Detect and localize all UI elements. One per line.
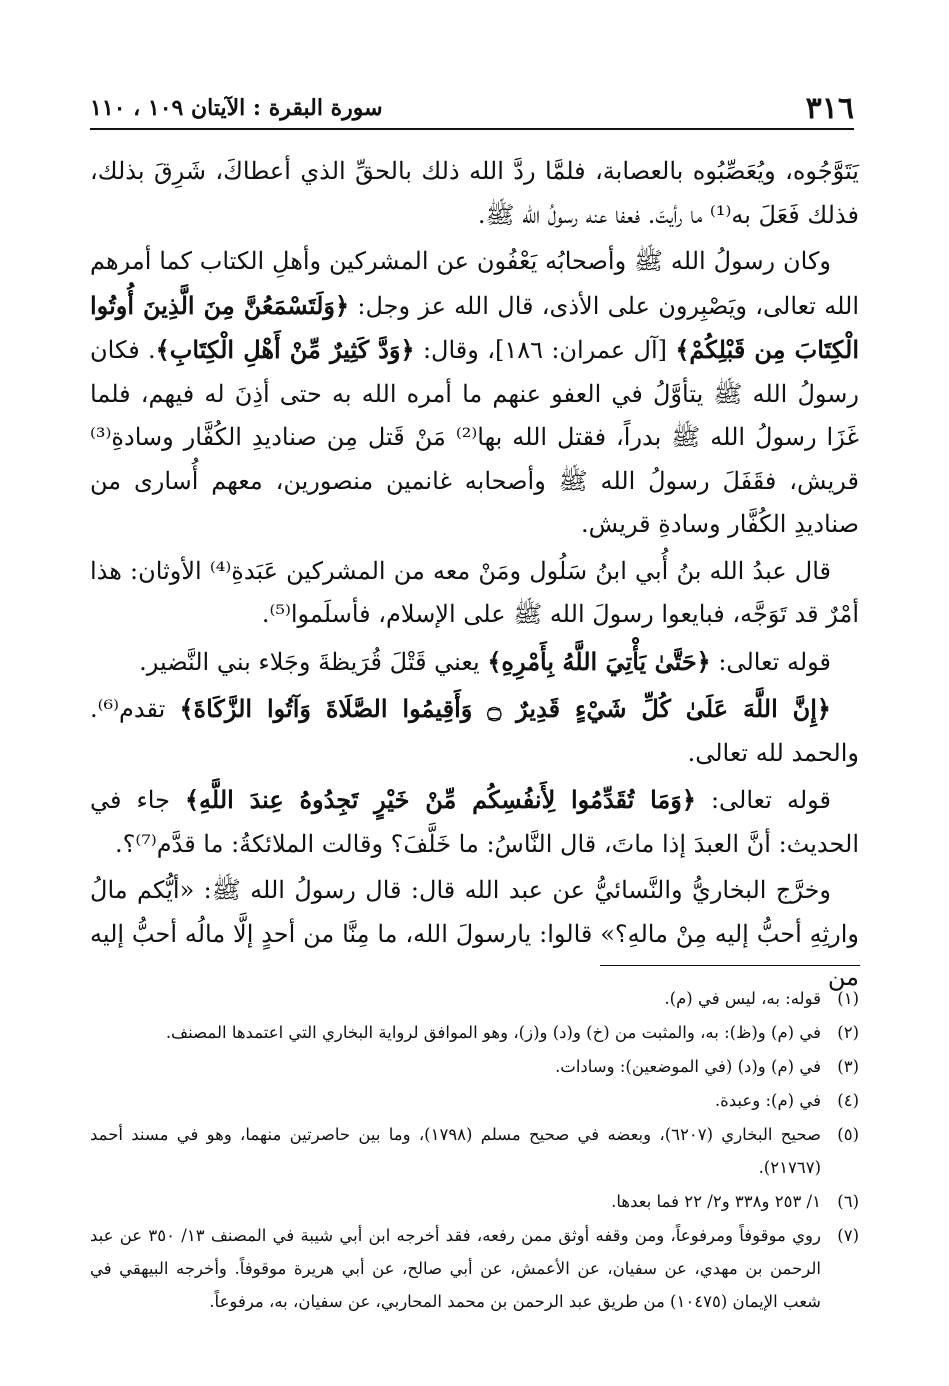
footnote-number: (٦) — [837, 1192, 859, 1211]
paragraph-2-text-a: وكان رسولُ الله ﷺ وأصحابُه يَعْفُون عن المشركين وأهلِ الكتاب كما أمرهم الله تعالى، ويَصْبِرون على الأذى، قال الله عز وجل: — [90, 247, 860, 320]
footnote — [90, 1185, 859, 1218]
paragraph-6-text-a: قوله تعالى: — [695, 786, 832, 814]
footnotes — [90, 982, 859, 1319]
footnote — [90, 1118, 859, 1184]
paragraph-5 — [90, 687, 859, 775]
footnote-text: في (م) و(د) (في الموضعين): وسادات. — [555, 1057, 821, 1076]
footnote-divider — [600, 965, 860, 966]
footnote-number: (٣) — [837, 1057, 859, 1076]
paragraph-6 — [90, 778, 859, 866]
page-header — [90, 88, 854, 130]
paragraph-4 — [90, 640, 859, 685]
footnote-text: في (م): وعبدة. — [714, 1091, 821, 1110]
footnote-text: صحيح البخاري (٦٢٠٧)، وبعضه في صحيح مسلم (١٧٩٨)، وما بين حاصرتين منهما، وهو في مسند أحمد (٢١٧٦٧). — [90, 1125, 821, 1177]
footnote-number: (٤) — [837, 1091, 859, 1110]
paragraph-5-text-b: تقدم⁽⁶⁾. والحمد لله تعالى. — [90, 695, 859, 767]
page-number: ٣١٦ — [805, 90, 854, 126]
footnote — [90, 1016, 859, 1049]
paragraph-7: وخرَّج البخاريُّ والنَّسائيُّ عن عبد الله قال: قال رسولُ الله ﷺ: «أيُّكم مالُ وارثِهِ أحبُّ إليه مِنْ مالهِ؟» قالوا: يارسولَ الله، ما مِنَّا من أحدٍ إلَّا مالُه أحبُّ إليه من — [90, 876, 859, 991]
paragraph-4-text-a: قوله تعالى: — [710, 647, 831, 676]
paragraph-2-text-c: . فكان رسولُ الله ﷺ يتأوَّلُ في العفو عنهم ما أمره الله به حتى أذِنَ له فيهم، فلما غَزَا رسولُ الله ﷺ بدراً، فقتل الله بها⁽²⁾ مَنْ قَتل مِن صناديدِ الكُفَّار وسادةِ⁽³⁾ قريش، فقَفَلَ رسولُ الله ﷺ وأصحابه غانمين منصورين، معهم أُسارى من صناديدِ الكُفَّار وسادةِ قريش. — [90, 336, 859, 538]
footnote — [90, 1050, 859, 1083]
paragraph-2-text-b: [آل عمران: ١٨٦]، وقال: — [414, 336, 676, 364]
footnote-text: ١/ ٢٥٣ و٣٣٨ و٢/ ٢٢ فما بعدها. — [611, 1192, 821, 1211]
footnote — [90, 1219, 859, 1318]
footnote-text: قوله: به، ليس في (م). — [664, 989, 821, 1008]
paragraph-6-text-b: جاء في الحديث: أنَّ العبدَ إذا ماتَ، قال النَّاسُ: ما خَلَّفَ؟ وقالت الملائكةُ: ما قدَّم⁽⁷⁾؟. — [90, 786, 859, 858]
footnote-number: (٢) — [837, 1023, 859, 1042]
quran-verse-3: ﴿حَتَّىٰ يَأْتِيَ اللَّهُ بِأَمْرِهِ﴾ — [487, 646, 711, 676]
paragraph-4-text-b: يعني قَتْلَ قُرَيظةَ وجَلاء بني النَّضير. — [139, 647, 488, 676]
footnote-text: في (م) و(ظ): به، والمثبت من (خ) و(د) و(ز)، وهو الموافق لرواية البخاري التي اعتمدها المصنف. — [165, 1023, 821, 1042]
footnote-number: (٥) — [837, 1125, 859, 1144]
quran-verse-4: ﴿إِنَّ اللَّهَ عَلَىٰ كُلِّ شَيْءٍ قَدِيرٌ ۝ وَأَقِيمُوا الصَّلَاةَ وَآتُوا الزَّكَاةَ﴾ — [179, 694, 831, 723]
footnote-text: روي موقوفاً ومرفوعاً، ومن وقفه أوثق ممن رفعه، فقد أخرجه ابن أبي شيبة في المصنف ١٣/ ٣٥٠ عن عبد الرحمن بن مهدي، عن سفيان، عن الأعمش، عن أبي صالح، عن أبي هريرة موقوفاً. وأخرجه البيهقي في شعب الإيمان (١٠٤٧٥) من طريق عبد الرحمن بن محمد المحاربي، عن سفيان، به، مرفوعاً. — [90, 1226, 821, 1311]
running-title: سورة البقرة : الآيتان ١٠٩ ، ١١٠ — [90, 95, 383, 121]
quran-verse-1: ﴿وَلَتَسْمَعُنَّ مِنَ الَّذِينَ أُوتُوا الْكِتَابَ مِن قَبْلِكُمْ﴾ — [90, 290, 859, 364]
paragraph-2 — [90, 240, 859, 547]
quran-verse-2: ﴿وَدَّ كَثِيرٌ مِّنْ أَهْلِ الْكِتَابِ﴾ — [155, 335, 415, 364]
paragraph-1: يَتَوَّجُوه، ويُعَصِّبُوه بالعصابة، فلمَّا ردَّ الله ذلك بالحقِّ الذي أعطاكَ، شَرِقَ بذلك، فذلك فَعَلَ به⁽¹⁾ ما رأيتَ. فعفا عنه رسولُ الله ﷺ. — [90, 157, 859, 229]
footnote-number: (١) — [837, 989, 859, 1008]
paragraph-3: قال عبدُ الله بنُ أُبي ابنُ سَلُول ومَنْ معه من المشركين عَبَدةِ⁽⁴⁾ الأوثان: هذا أمْرٌ قد تَوَجَّه، فبايعوا رسولَ الله ﷺ على الإسلام، فأسلَموا⁽⁵⁾. — [90, 556, 859, 628]
quran-verse-5: ﴿وَمَا تُقَدِّمُوا لِأَنفُسِكُم مِّنْ خَيْرٍ تَجِدُوهُ عِندَ اللَّهِ﴾ — [184, 785, 696, 814]
footnote — [90, 982, 859, 1015]
main-text — [90, 150, 859, 1003]
footnote-number: (٧) — [837, 1226, 859, 1245]
footnote — [90, 1084, 859, 1117]
